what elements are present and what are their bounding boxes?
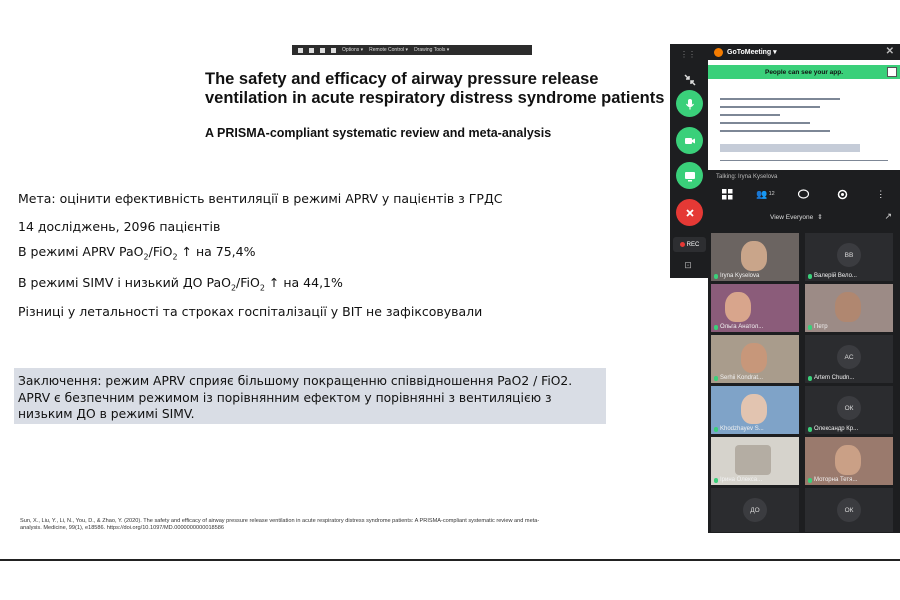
participant-tile[interactable] <box>805 284 893 332</box>
participant-name: Ірина Олекса... <box>714 477 762 483</box>
screen-share-preview <box>708 60 900 170</box>
preview-line <box>720 114 780 116</box>
participant-avatar: AC <box>837 345 861 369</box>
participant-name: Khodzhayev S... <box>714 426 764 432</box>
lock-icon[interactable]: ⊡ <box>684 259 692 270</box>
participant-video <box>735 445 771 475</box>
participant-tile[interactable] <box>805 233 893 281</box>
participant-video <box>741 343 767 373</box>
participant-tile[interactable] <box>711 233 799 281</box>
participant-tile[interactable] <box>711 386 799 434</box>
bullet-simv-mid: /FiO <box>236 275 260 290</box>
close-icon <box>683 206 697 220</box>
bullet-simv-prefix: В режимі SIMV і низький ДО PaO <box>18 275 231 290</box>
record-dot-icon <box>680 242 685 247</box>
participant-video <box>725 292 751 322</box>
participant-name: Iryna Kyselova <box>714 273 759 279</box>
view-everyone-label[interactable]: View Everyone <box>770 213 814 221</box>
bullet-aprv-mid: /FiO <box>148 244 173 259</box>
preview-box <box>720 144 860 152</box>
participant-avatar: ВВ <box>837 243 861 267</box>
mic-on-icon <box>808 376 812 381</box>
bullet-studies: 14 досліджень, 2096 пацієнтів <box>18 219 221 234</box>
talking-indicator: Talking: Iryna Kyselova <box>716 174 778 180</box>
mic-on-icon <box>808 274 812 279</box>
end-meeting-button[interactable] <box>676 199 703 226</box>
gtm-app-menu[interactable]: GoToMeeting ▾ <box>727 49 777 56</box>
mic-on-icon <box>808 325 812 330</box>
mic-on-icon <box>714 325 718 330</box>
participant-tile[interactable] <box>711 335 799 383</box>
share-banner <box>708 65 900 79</box>
participant-name: Моторна Тетя... <box>808 477 857 483</box>
preview-line <box>720 122 810 124</box>
camera-button[interactable] <box>676 127 703 154</box>
mic-on-icon <box>714 478 718 483</box>
view-selector[interactable] <box>708 211 900 223</box>
slide-subtitle: A PRISMA-compliant systematic review and meta-analysis <box>205 126 552 140</box>
record-button[interactable] <box>673 237 706 252</box>
stop-icon[interactable] <box>309 48 314 53</box>
bullet-aprv <box>18 244 255 262</box>
people-icon: 👥 <box>756 188 768 199</box>
participant-video <box>741 394 767 424</box>
gtm-panel <box>708 44 900 533</box>
gtm-tools-row <box>708 185 900 203</box>
slide-title: The safety and efficacy of airway pressure release ventilation in acute respiratory distress syndrome patients <box>205 70 665 107</box>
pause-icon[interactable] <box>320 48 325 53</box>
participant-name: Artem Chudn... <box>808 375 854 381</box>
divider <box>0 559 900 561</box>
participant-video <box>835 292 861 322</box>
participant-avatar: ОК <box>837 396 861 420</box>
mic-on-icon <box>714 376 718 381</box>
reference <box>20 518 710 532</box>
settings-icon[interactable] <box>835 187 849 201</box>
gtm-logo-icon <box>714 48 723 57</box>
mic-on-icon <box>808 478 812 483</box>
microphone-button[interactable] <box>676 90 703 117</box>
participant-video <box>835 445 861 475</box>
preview-line <box>720 130 830 132</box>
grid-layout-icon <box>722 189 733 200</box>
reference-line-2: analysis. Medicine, 99(1), e18586. https://doi.org/10.1097/MD.0000000000018586 <box>20 525 225 531</box>
mic-on-icon <box>714 427 718 432</box>
chevron-updown-icon: ⇕ <box>817 214 823 221</box>
grid-icon[interactable] <box>298 48 303 53</box>
participant-name: Петр <box>808 324 828 330</box>
subscript: 2 <box>230 283 237 293</box>
share-banner-text: People can see your app. <box>764 68 844 76</box>
bullet-mortality: Різниці у летальності та строках госпіталізації у ВІТ не зафіксовували <box>18 304 483 319</box>
screen-icon[interactable] <box>331 48 336 53</box>
attendee-count: 12 <box>768 191 775 197</box>
reference-line-1: Sun, X., Liu, Y., Li, N., You, D., & Zhao, Y. (2020). The safety and efficacy of airway pressure release ventilation in acute respiratory distress syndrome patients: A PRISMA-compliant systematic review and meta- <box>20 518 540 524</box>
drawing-tools-menu[interactable]: Drawing Tools ▾ <box>414 47 450 53</box>
bullet-simv <box>18 275 343 293</box>
remote-control-menu[interactable]: Remote Control ▾ <box>369 47 409 53</box>
camera-icon <box>683 134 697 148</box>
participant-name: Валерій Вело... <box>808 273 857 279</box>
options-menu[interactable]: Options ▾ <box>342 47 364 53</box>
conclusion-box: Заключення: режим APRV сприяє більшому покращенню співвідношення PaO2 / FiO2. APRV є безпечним режимом із порівнянним ефектом у порівнянні з вентиляцією з низьким ДО в режимі SIMV. <box>14 368 606 424</box>
presentation-toolbar <box>292 45 532 55</box>
collapse-arrows-icon <box>683 73 697 87</box>
subscript: 2 <box>143 252 149 262</box>
screen-share-icon <box>683 169 697 183</box>
preview-line <box>720 98 840 100</box>
screen-share-button[interactable] <box>676 162 703 189</box>
participant-tile[interactable] <box>805 335 893 383</box>
grid-view-icon[interactable] <box>720 187 734 201</box>
participant-name: Олександр Кр... <box>808 426 858 432</box>
microphone-icon <box>683 97 697 111</box>
more-options-icon[interactable]: ⋮ <box>876 188 886 199</box>
subscript: 2 <box>172 252 178 262</box>
participant-avatar: ОК <box>837 498 861 522</box>
participant-tile[interactable] <box>711 437 799 485</box>
pop-out-icon[interactable]: ↗ <box>884 211 892 221</box>
mic-on-icon <box>714 274 718 279</box>
bullet-simv-suffix: ↑ на 44,1% <box>264 275 343 290</box>
participant-avatar: ДО <box>743 498 767 522</box>
participant-tile[interactable] <box>805 488 893 532</box>
participant-tile[interactable] <box>711 488 799 532</box>
close-panel-button[interactable]: ✕ <box>885 46 894 57</box>
gear-icon <box>837 189 848 200</box>
bullet-aprv-suffix: ↑ на 75,4% <box>177 244 256 259</box>
preview-line <box>720 160 888 161</box>
drag-handle-icon[interactable]: ⋮⋮ <box>680 49 696 59</box>
participant-name: Ольга Анатол... <box>714 324 763 330</box>
collapse-icon[interactable] <box>676 66 703 93</box>
bullet-aprv-prefix: В режимі APRV PaO <box>18 244 144 259</box>
bullet-aim: Мета: оцінити ефективність вентиляції в режимі APRV у пацієнтів з ГРДС <box>18 191 503 206</box>
participant-video <box>741 241 767 271</box>
chat-bubble-icon <box>798 189 809 200</box>
expand-icon[interactable] <box>887 67 897 77</box>
preview-line <box>720 106 820 108</box>
participant-tile[interactable] <box>805 386 893 434</box>
record-label: REC <box>686 241 700 248</box>
participant-tile[interactable] <box>711 284 799 332</box>
participant-tile[interactable] <box>805 437 893 485</box>
subscript: 2 <box>259 283 265 293</box>
participant-name: Serhii Kondrat... <box>714 375 763 381</box>
gtm-header <box>708 44 900 60</box>
attendees-button[interactable] <box>756 187 775 201</box>
mic-on-icon <box>808 427 812 432</box>
chat-icon[interactable] <box>797 187 811 201</box>
